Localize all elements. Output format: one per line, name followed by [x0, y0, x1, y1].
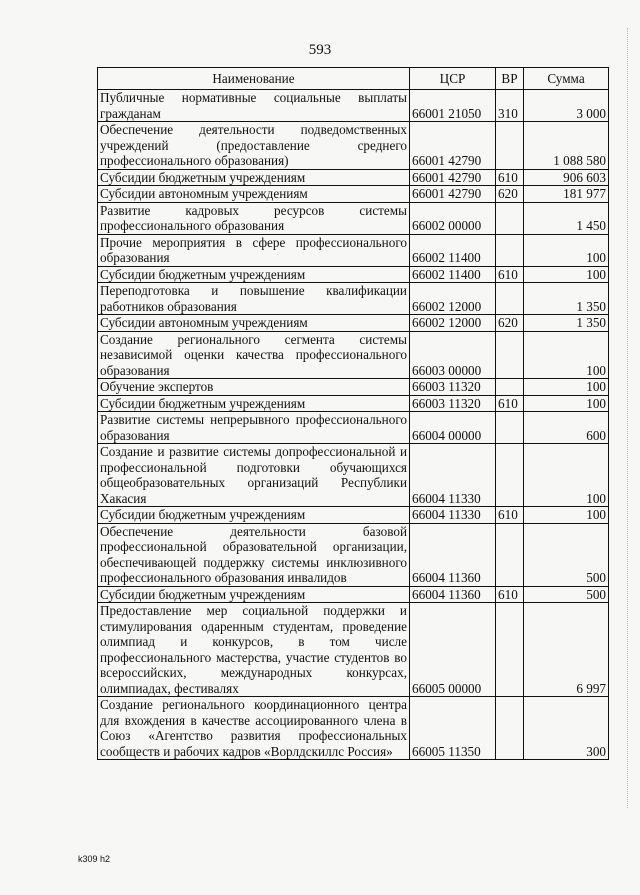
cell-csr: 66002 00000: [410, 202, 496, 234]
table-row: [98, 603, 609, 697]
cell-vr: 620: [496, 315, 524, 332]
cell-name: Прочие мероприятия в сфере профессионального образования: [98, 234, 410, 266]
cell-sum: 500: [524, 586, 609, 603]
header-sum: Сумма: [524, 68, 609, 90]
cell-csr: 66002 11400: [410, 266, 496, 283]
cell-sum: 100: [524, 507, 609, 524]
cell-name: Субсидии бюджетным учреждениям: [98, 395, 410, 412]
cell-vr: [496, 331, 524, 379]
table-row: [98, 395, 609, 412]
table-row: [98, 444, 609, 507]
cell-name: Обеспечение деятельности подведомственных учреждений (предоставление среднего профессионального образования): [98, 122, 410, 170]
cell-vr: [496, 412, 524, 444]
cell-vr: [496, 603, 524, 697]
cell-name: Субсидии бюджетным учреждениям: [98, 266, 410, 283]
cell-vr: 610: [496, 169, 524, 186]
header-name: Наименование: [98, 68, 410, 90]
cell-csr: 66001 21050: [410, 90, 496, 122]
cell-vr: [496, 202, 524, 234]
cell-csr: 66001 42790: [410, 122, 496, 170]
table-row: [98, 169, 609, 186]
cell-name: Предоставление мер социальной поддержки и стимулирования одаренным студентам, проведение олимпиад и конкурсов, в том числе профессионального мастерства, участие студентов во всероссийских, международных конкурсах, олимпиадах, фестивалях: [98, 603, 410, 697]
table-row: [98, 186, 609, 203]
table-row: [98, 331, 609, 379]
table-row: [98, 379, 609, 396]
cell-sum: 1 350: [524, 283, 609, 315]
cell-csr: 66003 00000: [410, 331, 496, 379]
cell-vr: [496, 444, 524, 507]
cell-name: Создание регионального сегмента системы независимой оценки качества профессионального образования: [98, 331, 410, 379]
cell-vr: [496, 122, 524, 170]
table-row: [98, 412, 609, 444]
table-header-row: [98, 68, 609, 90]
cell-name: Переподготовка и повышение квалификации работников образования: [98, 283, 410, 315]
table-row: [98, 697, 609, 760]
cell-name: Субсидии бюджетным учреждениям: [98, 169, 410, 186]
table-row: [98, 283, 609, 315]
table-row: [98, 523, 609, 586]
table-row: [98, 507, 609, 524]
table-row: [98, 266, 609, 283]
cell-name: Публичные нормативные социальные выплаты гражданам: [98, 90, 410, 122]
cell-csr: 66001 42790: [410, 169, 496, 186]
cell-csr: 66004 00000: [410, 412, 496, 444]
cell-csr: 66002 12000: [410, 283, 496, 315]
cell-csr: 66005 00000: [410, 603, 496, 697]
cell-csr: 66004 11360: [410, 523, 496, 586]
cell-vr: 610: [496, 507, 524, 524]
cell-csr: 66001 42790: [410, 186, 496, 203]
page-number: 593: [308, 42, 332, 58]
cell-name: Субсидии бюджетным учреждениям: [98, 586, 410, 603]
cell-name: Субсидии автономным учреждениям: [98, 186, 410, 203]
table-row: [98, 315, 609, 332]
cell-csr: 66002 11400: [410, 234, 496, 266]
cell-name: Обеспечение деятельности базовой профессиональной образовательной организации, обеспечивающей поддержку системы инклюзивного профессионального образования инвалидов: [98, 523, 410, 586]
cell-name: Субсидии бюджетным учреждениям: [98, 507, 410, 524]
cell-csr: 66003 11320: [410, 395, 496, 412]
table-row: [98, 122, 609, 170]
cell-name: Создание и развитие системы допрофессиональной и профессиональной подготовки обучающихся общеобразовательных организаций Республики Хакасия: [98, 444, 410, 507]
cell-csr: 66004 11330: [410, 507, 496, 524]
cell-name: Обучение экспертов: [98, 379, 410, 396]
cell-vr: 620: [496, 186, 524, 203]
cell-vr: 610: [496, 586, 524, 603]
header-vr: ВР: [496, 68, 524, 90]
cell-csr: 66005 11350: [410, 697, 496, 760]
header-csr: ЦСР: [410, 68, 496, 90]
cell-sum: 3 000: [524, 90, 609, 122]
cell-csr: 66003 11320: [410, 379, 496, 396]
cell-sum: 1 350: [524, 315, 609, 332]
cell-sum: 1 450: [524, 202, 609, 234]
cell-sum: 600: [524, 412, 609, 444]
cell-csr: 66002 12000: [410, 315, 496, 332]
scan-edge-mark: [627, 28, 632, 808]
table-row: [98, 586, 609, 603]
cell-sum: 100: [524, 379, 609, 396]
cell-vr: [496, 234, 524, 266]
budget-table: [97, 67, 609, 760]
cell-sum: 6 997: [524, 603, 609, 697]
cell-sum: 1 088 580: [524, 122, 609, 170]
cell-sum: 500: [524, 523, 609, 586]
cell-vr: [496, 697, 524, 760]
cell-vr: [496, 379, 524, 396]
cell-name: Субсидии автономным учреждениям: [98, 315, 410, 332]
cell-vr: 310: [496, 90, 524, 122]
cell-sum: 300: [524, 697, 609, 760]
cell-vr: [496, 283, 524, 315]
cell-vr: 610: [496, 266, 524, 283]
cell-sum: 906 603: [524, 169, 609, 186]
cell-name: Развитие кадровых ресурсов системы профессионального образования: [98, 202, 410, 234]
cell-sum: 100: [524, 444, 609, 507]
table-row: [98, 234, 609, 266]
cell-sum: 100: [524, 331, 609, 379]
cell-vr: 610: [496, 395, 524, 412]
cell-sum: 181 977: [524, 186, 609, 203]
cell-csr: 66004 11330: [410, 444, 496, 507]
cell-name: Развитие системы непрерывного профессионального образования: [98, 412, 410, 444]
table-row: [98, 202, 609, 234]
cell-sum: 100: [524, 234, 609, 266]
cell-sum: 100: [524, 395, 609, 412]
cell-sum: 100: [524, 266, 609, 283]
cell-csr: 66004 11360: [410, 586, 496, 603]
cell-name: Создание регионального координационного центра для вхождения в качестве ассоциированного члена в Союз «Агентство развития профессиональных сообществ и рабочих кадров «Ворлдскиллс Россия»: [98, 697, 410, 760]
cell-vr: [496, 523, 524, 586]
footer-code: k309 h2: [78, 854, 111, 864]
table-row: [98, 90, 609, 122]
